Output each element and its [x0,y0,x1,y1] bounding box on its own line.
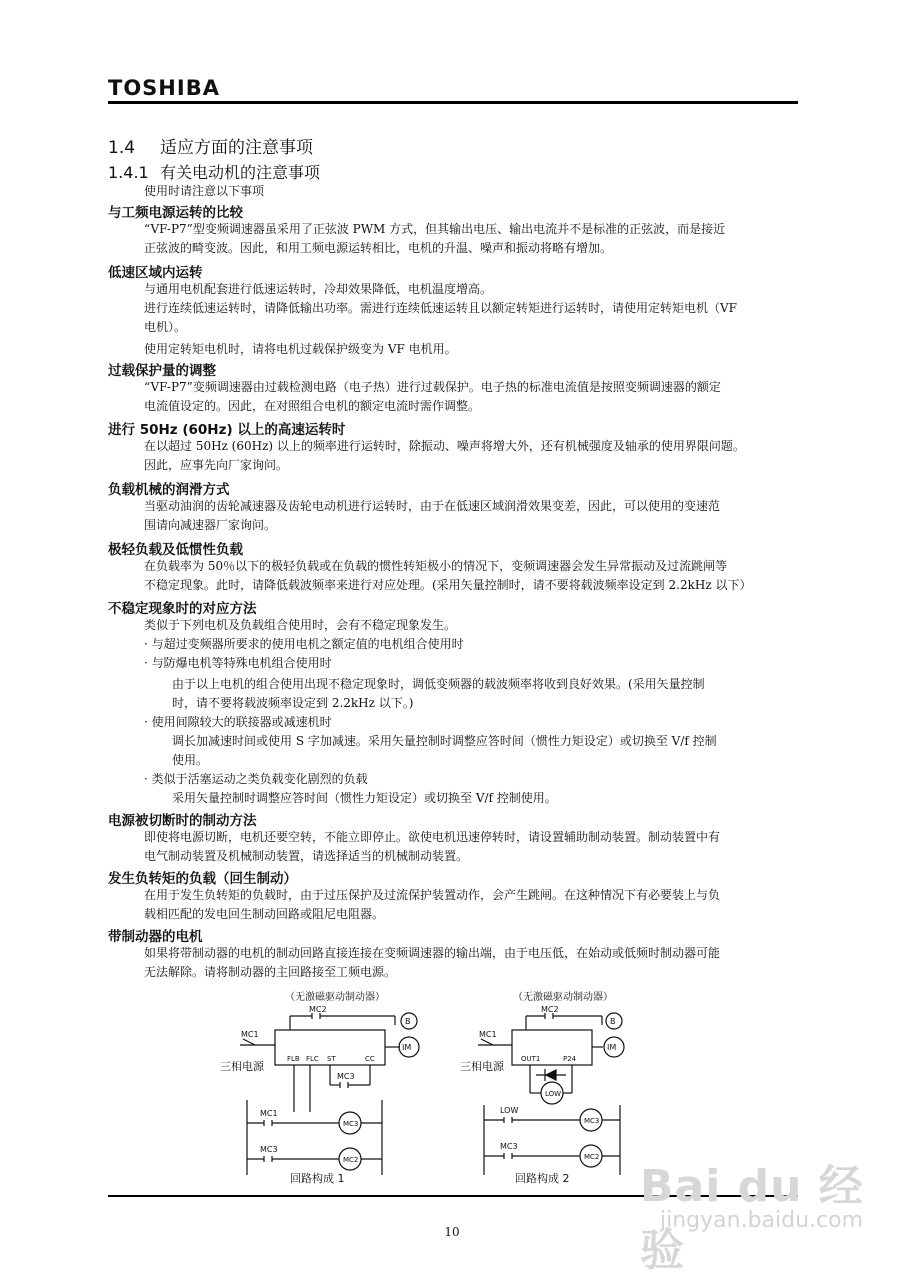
diagram1-caption: 回路构成 1 [290,1172,345,1185]
paragraph-line: 在以超过 50Hz (60Hz) 以上的频率进行运转时，除振动、噪声将增大外，还有机械强度及轴承的使用界限问题。 [144,439,745,453]
heading-power-off-braking: 电源被切断时的制动方法 [108,813,257,829]
bullet-subline: 使用。 [172,753,209,767]
heading-brake-motor: 带制动器的电机 [108,929,203,945]
paragraph-line: 当驱动油润的齿轮减速器及齿轮电动机进行运转时，由于在低速区域润滑效果变差，因此，可以使用的变速范 [144,499,721,513]
diagram1-terminal: FLC [306,1055,319,1063]
bullet-item: · 类似于活塞运动之类负载变化剧烈的负载 [144,772,368,786]
section-number: 1.4 [108,138,136,158]
bullet-item: · 使用间隙较大的联接器或减速机时 [144,715,332,729]
header-rule [108,101,798,104]
diagram2-low-label: LOW [545,1090,562,1098]
paragraph-line: 围请向减速器厂家询问。 [144,518,277,532]
diagram2-caption: 回路构成 2 [515,1172,570,1185]
paragraph-line: 与通用电机配套进行低速运转时，冷却效果降低，电机温度增高。 [144,282,493,296]
heading-low-speed: 低速区域内运转 [108,265,203,281]
bullet-item: · 与防爆电机等特殊电机组合使用时 [144,656,332,670]
diagram1-mc3-contact-label: MC3 [337,1072,355,1081]
paragraph-line: 如果将带制动器的电机的制动回路直接连接在变频调速器的输出端，由于电压低，在始动或低频时制动器可能 [144,946,721,960]
paragraph-line: 在负载率为 50％以下的极轻负载或在负载的惯性转矩极小的情况下，变频调速器会发生异常振动及过流跳闸等 [144,559,728,573]
paragraph-line: “VF-P7”型变频调速器虽采用了正弦波 PWM 方式，但其输出电压、输出电流并不是标准的正弦波，而是接近 [144,222,726,236]
bullet-item: · 与超过变频器所要求的使用电机之额定值的电机组合使用时 [144,637,464,651]
paragraph-line: 因此，应事先向厂家询问。 [144,458,289,472]
diagram2-ladder-coil: MC2 [584,1153,600,1161]
paragraph-line: 类似于下列电机及负载组合使用时，会有不稳定现象发生。 [144,618,457,632]
diagram1-terminal: ST [327,1055,336,1063]
heading-high-speed: 进行 50Hz (60Hz) 以上的高速运转时 [108,422,346,438]
heading-light-load: 极轻负载及低惯性负载 [108,542,243,558]
bullet-subline: 调长加减速时间或使用 S 字加减速。采用矢量控制时调整应答时间（惯性力矩设定）或切换至 V/f 控制 [172,734,717,748]
heading-power-comparison: 与工频电源运转的比较 [108,205,243,221]
intro-text: 使用时请注意以下事项 [144,184,265,198]
brand-logo: TOSHIBA [108,76,220,100]
paragraph-line: 不稳定现象。此时，请降低载波频率来进行对应处理。(采用矢量控制时，请不要将载波频率设定到 2.2kHz 以下） [144,578,752,592]
subsection-title-text: 有关电动机的注意事项 [160,163,321,182]
diagram2-ladder-contact: MC3 [500,1142,518,1151]
paragraph-line: 进行连续低速运转时，请降低输出功率。需进行连续低速运转且以额定转矩进行运转时，请使用定转矩电机（VF [144,301,737,315]
bullet-subline: 由于以上电机的组合使用出现不稳定现象时，调低变频器的载波频率将收到良好效果。(采用矢量控制 [172,677,705,691]
diagram1-mc2-label: MC2 [309,1005,327,1014]
subsection-number: 1.4.1 [108,163,149,182]
paragraph-line: 电机）。 [144,320,187,334]
diagram1-ladder-contact: MC1 [260,1109,278,1118]
diagram2-im-label: IM [607,1043,617,1052]
paragraph-line: 电气制动装置及机械制动装置，请选择适当的机械制动装置。 [144,849,469,863]
diagram2-b-label: B [610,1017,616,1026]
diagram2-ladder-contact: LOW [500,1106,519,1115]
bullet-subline: 时，请不要将载波频率设定到 2.2kHz 以下。) [172,696,414,710]
paragraph-line: 无法解除。请将制动器的主回路接至工频电源。 [144,965,397,979]
paragraph-line: “VF-P7”变频调速器由过载检测电路（电子热）进行过载保护。电子热的标准电流值是按照变频调速器的额定 [144,380,721,394]
diagram2-terminal: P24 [563,1055,577,1063]
heading-instability: 不稳定现象时的对应方法 [108,601,257,617]
section-title [108,133,313,158]
heading-overload: 过载保护量的调整 [108,363,216,379]
diagram2-mc1-label: MC1 [479,1030,497,1039]
diagram2-title: （无激磁驱动制动器） [513,992,613,1003]
paragraph-line: 载相匹配的发电回生制动回路或阻尼电阻器。 [144,907,385,921]
page-number: 10 [444,1225,460,1239]
diagram1-b-label: B [405,1017,411,1026]
diagram1-terminal: FLB [287,1055,300,1063]
diagram1-title: （无激磁驱动制动器） [285,992,385,1003]
paragraph-line: 使用定转矩电机时，请将电机过载保护级变为 VF 电机用。 [144,342,457,356]
diagram1-mc1-label: MC1 [241,1030,259,1039]
diagram1-ladder-contact: MC3 [260,1145,278,1154]
diagram1-ladder-coil: MC2 [343,1156,359,1164]
diagram2-terminal: OUT1 [521,1055,541,1063]
diagram1-im-label: IM [402,1043,412,1052]
diagram1-ladder-coil: MC3 [343,1120,359,1128]
heading-lubrication: 负载机械的润滑方式 [108,482,230,498]
heading-regenerative: 发生负转矩的负载（回生制动） [108,871,297,887]
diagram2-mc2-label: MC2 [541,1005,559,1014]
watermark-logo: Bai du 经验 [640,1161,864,1276]
diagram2-ladder-coil: MC3 [584,1117,600,1125]
diagram1-terminal: CC [365,1055,375,1063]
bullet-subline: 采用矢量控制时调整应答时间（惯性力矩设定）或切换至 V/f 控制使用。 [172,791,557,805]
paragraph-line: 即使将电源切断，电机还要空转，不能立即停止。欲使电机迅速停转时，请设置辅助制动装置。制动装置中有 [144,830,721,844]
paragraph-line: 电流值设定的。因此，在对照组合电机的额定电流时需作调整。 [144,399,481,413]
subsection-title [108,160,320,183]
section-title-text: 适应方面的注意事项 [160,138,313,158]
watermark-url: jingyan.baidu.com [660,1208,864,1233]
diagram2-source-label: 三相电源 [460,1060,504,1073]
paragraph-line: 正弦波的畸变波。因此，和用工频电源运转相比，电机的升温、噪声和振动将略有增加。 [144,241,613,255]
paragraph-line: 在用于发生负转矩的负载时，由于过压保护及过流保护装置动作，会产生跳闸。在这种情况下有必要装上与负 [144,888,721,902]
diagram1-source-label: 三相电源 [220,1060,264,1073]
